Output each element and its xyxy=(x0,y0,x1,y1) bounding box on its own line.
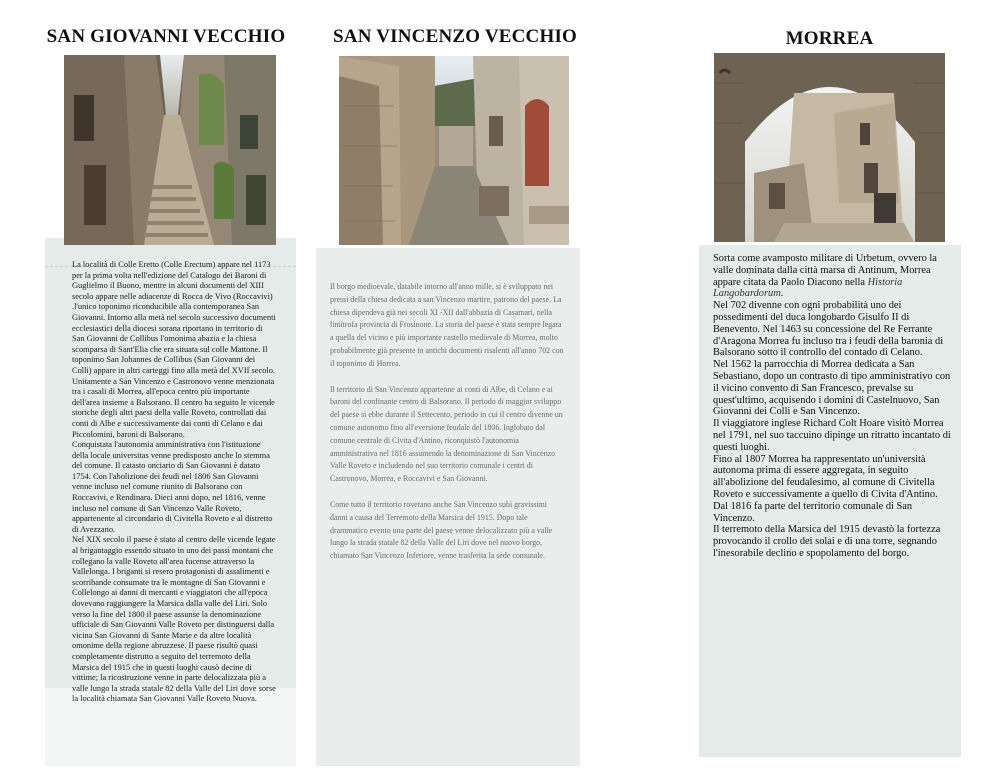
paragraph: Nel XIX secolo il paese è stato al centro delle vicende legate al brigantaggio essendo situato in uno dei passi montani che collegano la valle Roveto all'area fucense attraverso la Vallelonga. I briganti si resero protagonisti di assalimenti e scorribande consumate tra le montagne di San Giovanni e Collelongo ai danni di mercanti e viaggiatori che all'epoca dovevano raggiungere la Marsica dalla valle del Liri. Solo verso la fine del 1800 il paese assunse la denominazione ufficiale di San Giovanni Valle Roveto per distinguersi dalla vicina San Giovanni di Sante Marie e da altre località omonime della regione abruzzese. Il paese risultò quasi completamente distrutto a seguito del terremoto della Marsica del 1915 che in questi luoghi causò decine di vittime; la ricostruzione venne in parte delocalizzata più a valle lungo la strada statale 82 della Valle del Liri dove sorse la località chiamata San Giovanni Valle Roveto Nuova. xyxy=(72,535,276,704)
title-san-giovanni: SAN GIOVANNI VECCHIO xyxy=(46,26,286,47)
paragraph: Il terremoto della Marsica del 1915 devastò la fortezza provocando il crollo dei solai e di una torre, segnando l'inesorabile declino e spopolamento del borgo. xyxy=(713,524,941,559)
text-san-giovanni xyxy=(72,260,276,705)
paragraph: Il borgo medioevale, databile intorno all'anno mille, si è sviluppato nei pressi della chiesa dedicata a san Vincenzo martire, patrono del paese. La chiesa dipendeva già nei secoli XI -XII dall'abbazia di Casamari, nella limitrofa provincia di Frosinone. La storia del paese è stata sempre legata a quella del vicino e più importante castello medievale di Morrea, molto probabilmente già presente in antichi documenti risalenti all'anno 702 con il toponimo di Horrea. xyxy=(330,282,564,368)
stone-archway-photo xyxy=(714,53,945,242)
paragraph: Il territorio di San Vincenzo appartenne ai conti di Albe, di Celano e ai baroni del confinante centro di Balsorano. Il periodo di maggior sviluppo del paese si ebbe durante il Settecento, periodo in cui il centro divenne un comune autonomo fino all'eversione feudale del 1806. Inglobato dal comune centrale di Civita d'Antino, riconquistò l'autonomia amministrativa nel 1816 assumendo la denominazione di San Vincenzo Valle Roveto e includendo nel suo territorio comunale i centri di Castronovo, Morrea, e Roccavivi e San Giovanni. xyxy=(330,384,563,484)
alley-stairs-photo xyxy=(64,55,276,245)
text-morrea xyxy=(713,253,951,560)
title-morrea: MORREA xyxy=(785,28,874,49)
paragraph: Il viaggiatore inglese Richard Colt Hoare visitò Morrea nel 1791, nel suo taccuino dipinge un ritratto incantato di questi luoghi. xyxy=(713,418,951,453)
paragraph: Nel 702 divenne con ogni probabilità uno dei possedimenti del duca longobardo Gisulfo II di Benevento. Nel 1463 su concessione del Re Ferrante d'Aragona Morrea fu incluso tra i feudi della baronia di Balsorano sotto il controllo del contado di Celano. xyxy=(713,300,944,359)
intro-end: . xyxy=(780,288,784,300)
book-title: Historia Langobardorum xyxy=(713,276,903,300)
paragraph: Conquistata l'autonomia amministrativa con l'istituzione della locale universitas venne predisposto anche lo stemma del comune. Il catasto onciario di San Giovanni è datato 1754. Con l'abolizione dei feudi nel 1806 San Giovanni venne incluso nel comune riunito di Balsorano con Roccavivi, e Rendinara. Dieci anni dopo, nel 1816, venne incluso nel comune di San Vincenzo Valle Roveto, appartenente al circondario di Civitella Roveto e al distretto di Avezzano. xyxy=(72,440,273,534)
stone-alley-photo xyxy=(339,56,569,245)
paragraph-intro xyxy=(713,253,951,300)
paragraph: Come tutto il territorio rovetano anche San Vincenzo subì gravissimi danni a causa del Terremoto della Marsica del 1915. Dopo tale drammatico evento una parte del paese venne delocalizzato più a valle lungo la strada statale 82 della Valle del Liri dove nel nuovo borgo, chiamato San Vincenzo Inferiore, venne trasferita la sede comunale. xyxy=(330,499,553,561)
title-san-vincenzo: SAN VINCENZO VECCHIO xyxy=(333,26,578,47)
paragraph: Nel 1562 la parrocchia di Morrea dedicata a San Sebastiano, dopo un contrasto di tipo amministrativo con il vicino convento di San Francesco, prevalse su quest'ultimo, acquisendo i domini di Castelnuovo, San Giovanni dei Colli e San Vincenzo. xyxy=(713,359,951,418)
paragraph: Dal 1816 fa parte del territorio comunale di San Vincenzo. xyxy=(713,500,913,524)
text-san-vincenzo xyxy=(330,281,566,576)
intro-text: Sorta come avamposto militare di Urbetum, ovvero la valle dominata dalla città marsa di Antinum, Morrea appare citata da Paolo Diacono nella xyxy=(713,253,937,288)
paragraph: Fino al 1807 Morrea ha rappresentato un'università autonoma prima di essere aggregata, in seguito all'abolizione del feudalesimo, al comune di Civitella Roveto e successivamente a quello di Civita d'Antino. xyxy=(713,453,938,500)
paragraph: La località di Colle Eretto (Colle Erectum) appare nel 1173 per la prima volta nell'edizione del Catalogo dei Baroni di Guglielmo il Buono, mentre in alcuni documenti del XIII secolo appare nelle adiacenze di Rocca de Vivo (Roccavivi) .l'unico toponimo riconducibile alla contemporanea San Giovanni. Intorno alla metà nel secolo successivo documenti ecclesiastici della diocesi sorana riportano in territorio di San Giovanni de Collibus l'omonima abazia e la chiesa scomparsa di Sant'Elia che era situata sul colle Mattone. Il toponimo San Johannes de Collibus (San Giovanni dei Colli) appare in altri carteggi fino alla metà del XVII secolo. Unitamente a San Vincenzo e Castronovo venne menzionata tra i casali di Morrea, all'epoca centro più importante dell'area insieme a Balsorano. Il centro ha seguito le vicende storiche degli altri paesi della valle Roveto, controllati dai conti di Albe e successivamente dai conti di Celano e dai Piccolomini, baroni di Balsorano. xyxy=(72,260,276,439)
